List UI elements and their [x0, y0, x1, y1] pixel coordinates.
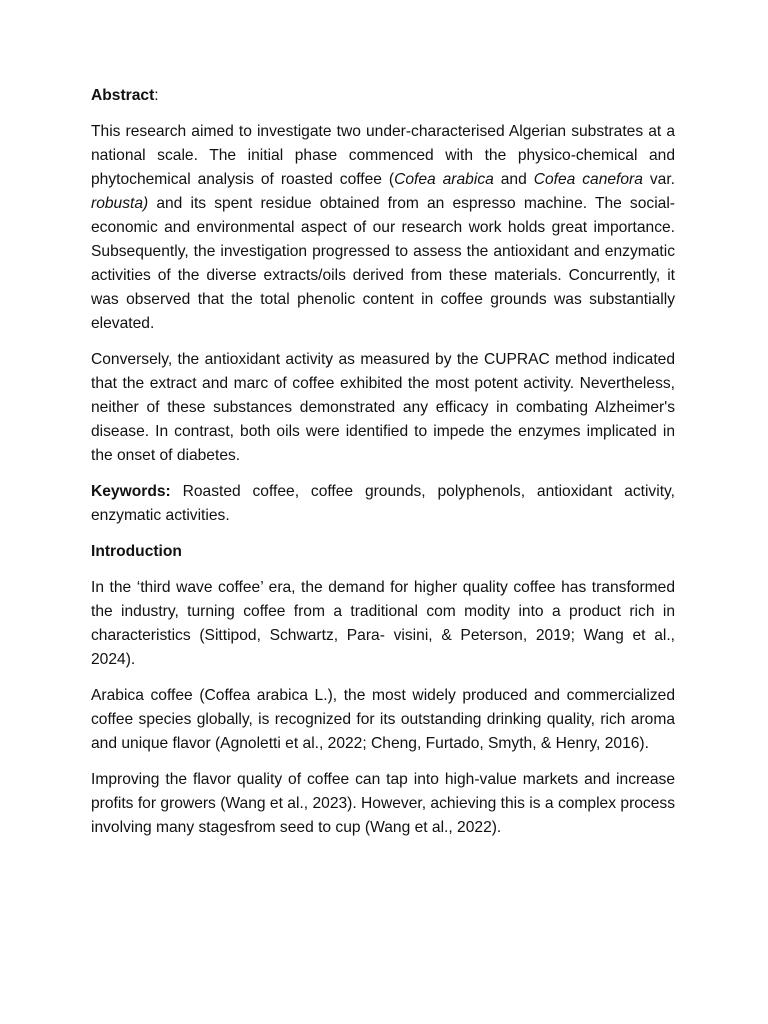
keywords-paragraph — [91, 480, 675, 528]
abstract-heading-colon: : — [154, 87, 159, 104]
species-canefora: Cofea canefora — [533, 171, 643, 188]
abstract-p1-text-1: This research aimed to investigate two under-characterised Algerian substrates at a national scale. The initial phase commenced with the physico-chemical and phytochemical analysis of roasted coffee ( — [91, 123, 675, 188]
introduction-paragraph-3: Improving the flavor quality of coffee can tap into high-value markets and increase profits for growers (Wang et al., 2023). However, achieving this is a complex process involving many stagesfrom seed to cup (Wang et al., 2022). — [91, 771, 675, 836]
abstract-p1-text-4: and its spent residue obtained from an espresso machine. The social-economic and environmental aspect of our research work holds great importance. Subsequently, the investigation progressed to assess the antioxidant and enzymatic activities of the diverse extracts/oils derived from these materials. Concurrently, it was observed that the total phenolic content in coffee grounds was substantially elevated. — [91, 195, 675, 332]
abstract-p1-text-2: and — [493, 171, 534, 188]
abstract-p1-text-3: var. — [642, 171, 675, 188]
species-robusta: robusta) — [91, 195, 149, 212]
abstract-heading — [91, 84, 675, 108]
abstract-heading-text: Abstract — [91, 87, 155, 104]
document-page — [91, 84, 675, 852]
introduction-heading: Introduction — [91, 543, 182, 560]
keywords-text: Roasted coffee, coffee grounds, polyphenols, antioxidant activity, enzymatic activities. — [91, 483, 675, 524]
introduction-paragraph-2: Arabica coffee (Coffea arabica L.), the most widely produced and commercialized coffee species globally, is recognized for its outstanding drinking quality, rich aroma and unique flavor (Agnoletti et al., 2022; Cheng, Furtado, Smyth, & Henry, 2016). — [91, 687, 675, 752]
introduction-paragraph-1: In the ‘third wave coffee’ era, the demand for higher quality coffee has transformed the industry, turning coffee from a traditional com modity into a product rich in characteristics (Sittipod, Schwartz, Para- visini, & Peterson, 2019; Wang et al., 2024). — [91, 579, 675, 668]
abstract-paragraph-1 — [91, 120, 675, 336]
species-arabica: Cofea arabica — [394, 171, 494, 188]
keywords-label: Keywords: — [91, 483, 171, 500]
abstract-paragraph-2: Conversely, the antioxidant activity as measured by the CUPRAC method indicated that the extract and marc of coffee exhibited the most potent activity. Nevertheless, neither of these substances demonstrated any efficacy in combating Alzheimer's disease. In contrast, both oils were identified to impede the enzymes implicated in the onset of diabetes. — [91, 351, 675, 464]
